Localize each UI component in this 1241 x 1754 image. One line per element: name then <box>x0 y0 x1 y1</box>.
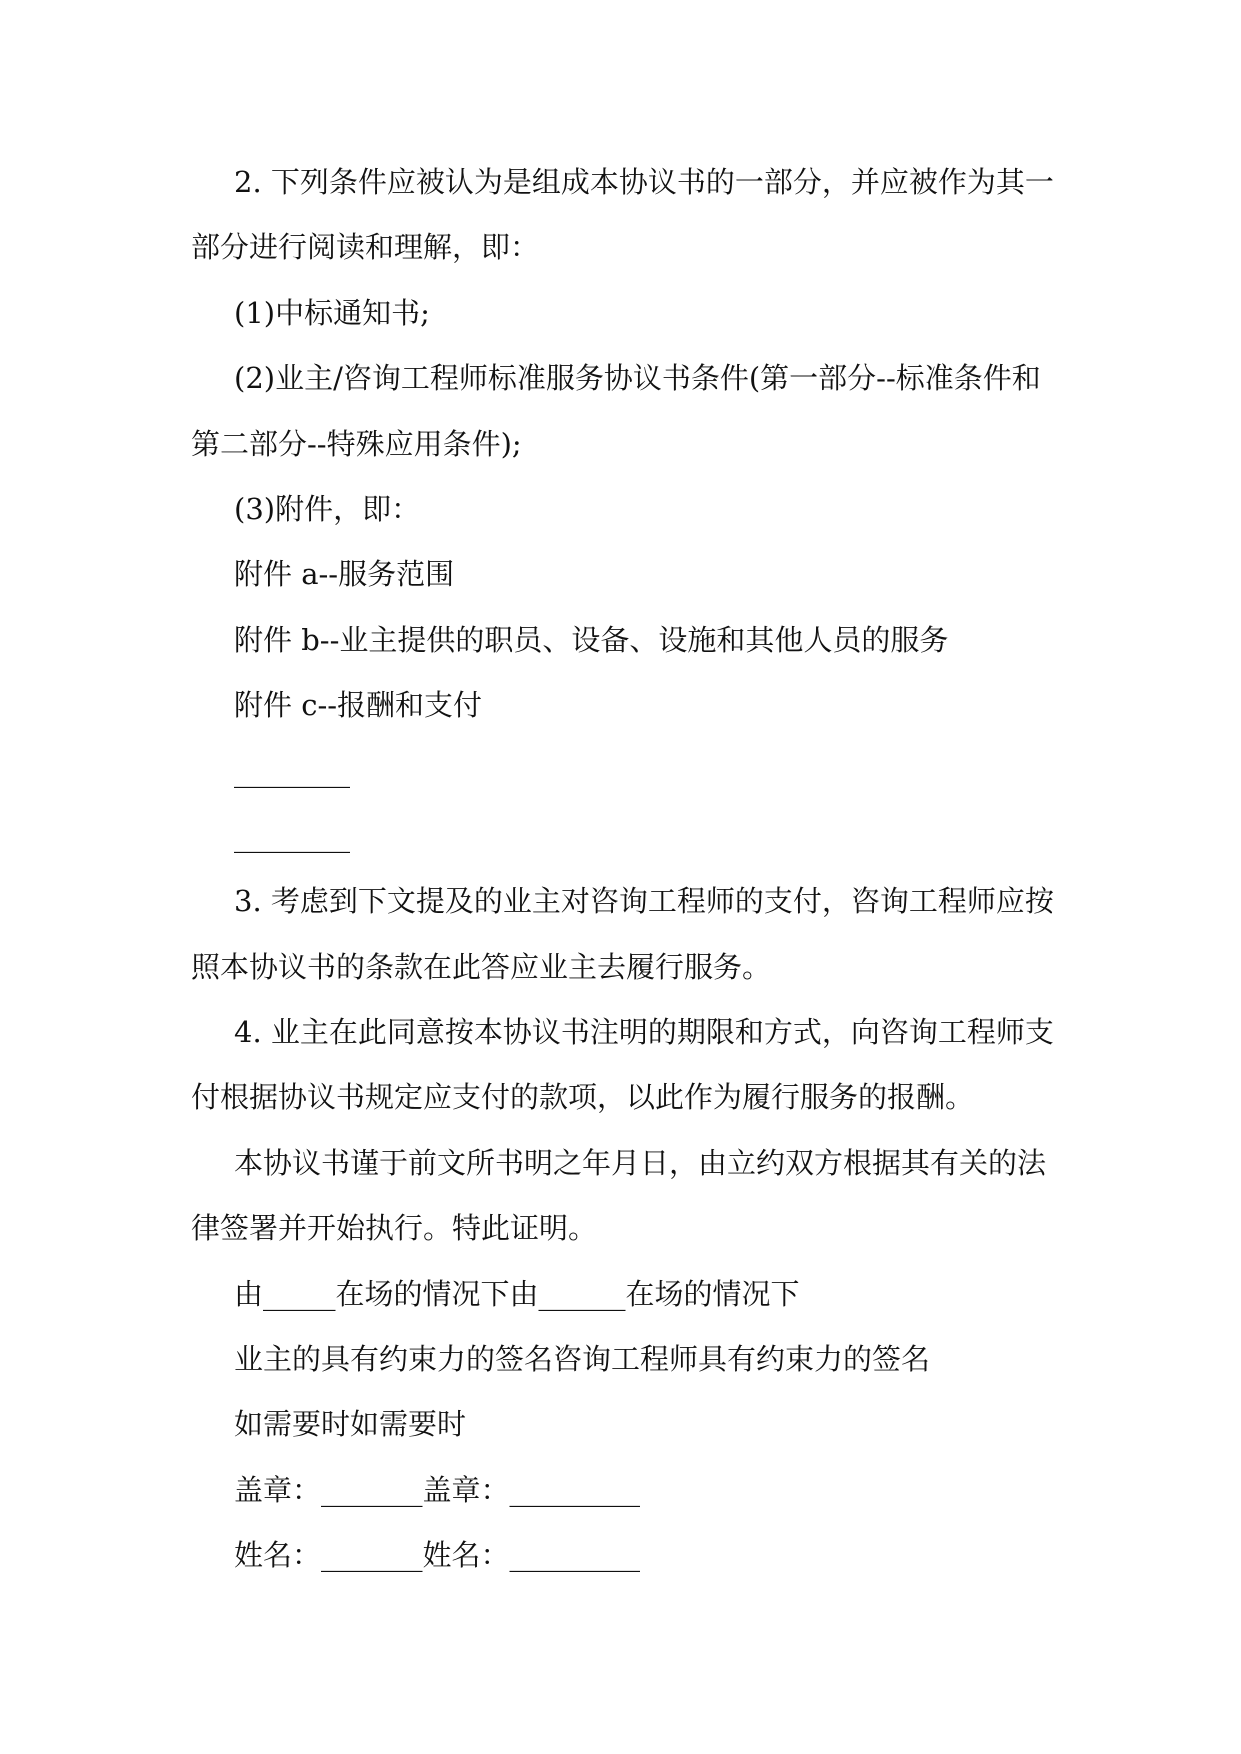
attachment-a-paragraph <box>191 542 1081 607</box>
text-line: 附件 a--服务范围 <box>234 557 455 592</box>
text-line: 本协议书谨于前文所书明之年月日，由立约双方根据其有关的法 <box>234 1145 1047 1180</box>
text-line: 4. 业主在此同意按本协议书注明的期限和方式，向咨询工程师支 <box>234 1015 1054 1050</box>
text-line: (2)业主/咨询工程师标准服务协议书条件(第一部分--标准条件和 <box>234 361 1041 396</box>
text-line: 业主的具有约束力的签名咨询工程师具有约束力的签名 <box>234 1342 931 1377</box>
clause-4-paragraph <box>191 1000 1081 1131</box>
presence-line <box>191 1262 1081 1327</box>
signature-caption-line <box>191 1327 1081 1392</box>
seal-line <box>191 1458 1081 1523</box>
text-line: 附件 c--报酬和支付 <box>234 688 483 723</box>
item-3-paragraph <box>191 477 1081 542</box>
blank-line-paragraph <box>191 804 1081 869</box>
text-line: 付根据协议书规定应支付的款项，以此作为履行服务的报酬。 <box>191 1080 975 1115</box>
clause-3-paragraph <box>191 869 1081 1000</box>
text-line: 3. 考虑到下文提及的业主对咨询工程师的支付，咨询工程师应按 <box>234 884 1054 919</box>
text-line: 如需要时如需要时 <box>234 1407 467 1442</box>
blank-line: ________ <box>234 818 350 853</box>
blank-line-paragraph <box>191 739 1081 804</box>
text-line: 盖章：_______盖章：_________ <box>234 1472 641 1507</box>
text-line: 部分进行阅读和理解，即： <box>191 230 540 265</box>
text-line: (3)附件，即： <box>234 491 421 526</box>
attachment-c-paragraph <box>191 673 1081 738</box>
item-2-paragraph <box>191 346 1081 477</box>
text-line: 照本协议书的条款在此答应业主去履行服务。 <box>191 949 772 984</box>
clause-2-paragraph <box>191 150 1081 281</box>
document-body <box>191 150 1081 1589</box>
text-line: 姓名：_______姓名：_________ <box>234 1538 641 1573</box>
blank-line: ________ <box>234 753 350 788</box>
if-required-line <box>191 1392 1081 1457</box>
text-line: 2. 下列条件应被认为是组成本协议书的一部分，并应被作为其一 <box>234 165 1054 199</box>
attachment-b-paragraph <box>191 608 1081 673</box>
text-line: 律签署并开始执行。特此证明。 <box>191 1211 598 1246</box>
item-1-paragraph <box>191 281 1081 346</box>
witness-paragraph <box>191 1131 1081 1262</box>
text-line: 附件 b--业主提供的职员、设备、设施和其他人员的服务 <box>234 622 949 657</box>
text-line: 由_____在场的情况下由______在场的情况下 <box>234 1276 800 1311</box>
text-line: (1)中标通知书; <box>234 295 430 330</box>
name-line <box>191 1523 1081 1588</box>
text-line: 第二部分--特殊应用条件); <box>191 426 522 461</box>
